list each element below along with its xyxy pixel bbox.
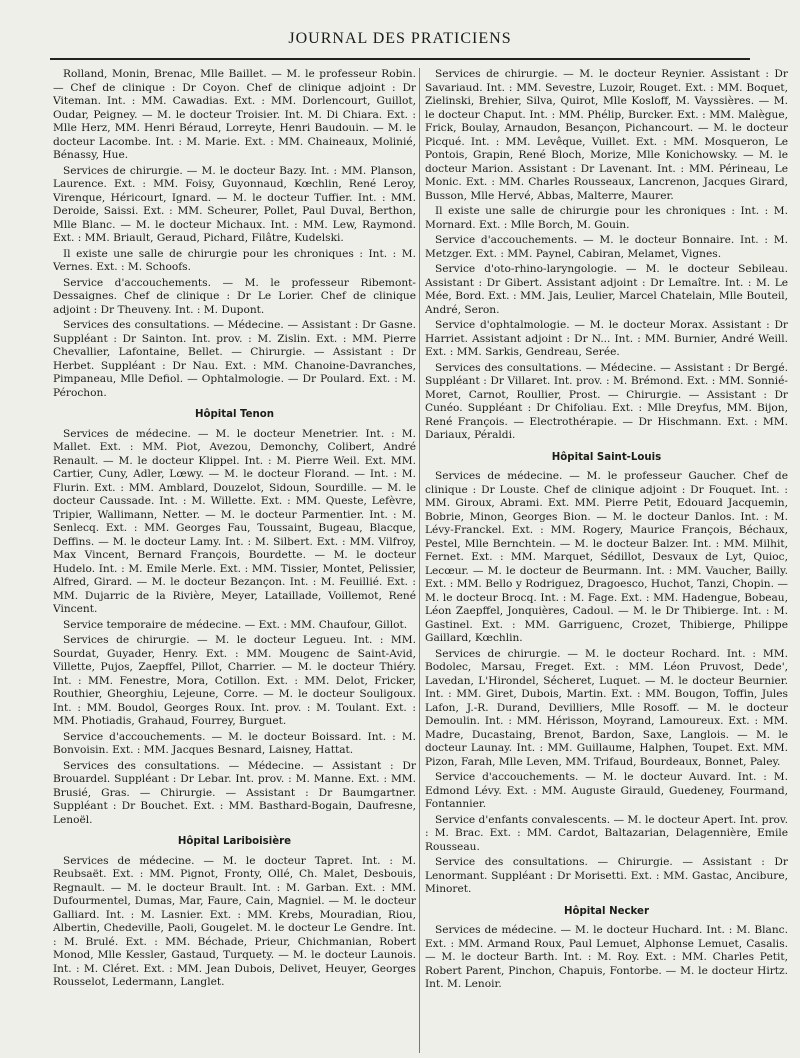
service-paragraph: Service d'accouchements. — M. le docteur Auvard. Int. : M. Edmond Lévy. Ext. : MM. Auguste Girauld, Guedeney, Fourmand, Fontannier. [425,771,788,810]
service-paragraph: Service d'oto-rhino-laryngologie. — M. le docteur Sebileau. Assistant : Dr Gibert. Assistant adjoint : Dr Lemaître. Int. : M. Le Mée, Bord. Ext. : MM. Jais, Leulier, Marcel Chatelain, Mlle Bouteil, André, Seron. [425,263,788,316]
service-paragraph: Services des consultations. — Médecine. — Assistant : Dr Bergé. Suppléant : Dr Villaret. Int. prov. : M. Brémond. Ext. : MM. Sonnié-Moret, Carnot, Roullier, Prost. — Chirurgie. — Assistant : Dr Cunéo. Suppléant : Dr Chifoliau. Ext. : Mlle Dreyfus, MM. Bijon, René François. — Electrothérapie. — Dr Hischmann. Ext. : MM. Dariaux, Péraldi. [425,361,788,441]
service-paragraph: Services de chirurgie. — M. le docteur Legueu. Int. : MM. Sourdat, Guyader, Henry. Ext. : MM. Mougenc de Saint-Avid, Villette, Pujos, Zaepffel, Pillot, Charrier. — M. le docteur Thiéry. Int. : MM. Fenestre, Mora, Cotillon. Ext. : MM. Delot, Fricker, Routhier, Gheorghiu, Lejeune, Corre. — M. le docteur Souligoux. Int. : MM. Boudol, Georges Roux. Int. prov. : M. Toulant. Ext. : MM. Photiadis, Grahaud, Fourrey, Burguet. [53,634,416,727]
service-paragraph: Services de chirurgie. — M. le docteur Bazy. Int. : MM. Planson, Laurence. Ext. : MM. Foisy, Guyonnaud, Kœchlin, René Leroy, Virenque, Héricourt, Ignard. — M. le docteur Tuffier. Int. : MM. Deroide, Saissi. Ext. : MM. Scheurer, Pollet, Paul Duval, Berthon, Mlle Blanc. — M. le docteur Michaux. Int. : MM. Lew, Raymond. Ext. : MM. Briault, Geraud, Pichard, Filâtre, Kudelski. [53,164,416,244]
service-paragraph: Service d'accouchements. — M. le professeur Ribemont-Dessaignes. Chef de clinique : Dr Le Lorier. Chef de clinique adjoint : Dr Theuveny. Int. : M. Dupont. [53,276,416,316]
service-paragraph: Il existe une salle de chirurgie pour les chroniques : Int. : M. Vernes. Ext. : M. Schoofs. [53,247,416,273]
service-paragraph: Services des consultations. — Médecine. — Assistant : Dr Brouardel. Suppléant : Dr Lebar. Int. prov. : M. Manne. Ext. : MM. Brusié, Gras. — Chirurgie. — Assistant : Dr Baumgartner. Suppléant : Dr Bouchet. Ext. : MM. Basthard-Bogain, Daufresne, Lenoël. [53,759,416,826]
service-paragraph: Services de médecine. — M. le professeur Gaucher. Chef de clinique : Dr Louste. Chef de clinique adjoint : Dr Fouquet. Int. : MM. Giroux, Abrami. Ext. MM. Pierre Petit, Edouard Jacquemin, Bobrie, Minon, Georges Bion. — M. le docteur Danlos. Int. : M. Lévy-Franckel. Ext. : MM. Rogery, Maurice François, Béchaux, Pestel, Mlle Bernchtein. — M. le docteur Balzer. Int. : MM. Milhit, Fernet. Ext. : MM. Marquet, Sédillot, Desvaux de Lyt, Quioc, Lecœur. — M. le docteur de Beurmann. Int. : MM. Vaucher, Bailly. Ext. : MM. Bello y Rodriguez, Dragoesco, Huchot, Tanzi, Chopin. — M. le docteur Brocq. Int. : M. Fage. Ext. : MM. Hadengue, Bobeau, Léon Zaepffel, Jonquières, Cadoul. — M. le Dr Thibierge. Int. : M. Gastinel. Ext. : MM. Garriguenc, Crozet, Thibierge, Philippe Gaillard, Kœchlin. [425,470,788,644]
journal-header-title: JOURNAL DES PRATICIENS [288,30,512,47]
header-rule [50,58,750,60]
service-paragraph: Rolland, Monin, Brenac, Mlle Baillet. — M. le professeur Robin. — Chef de clinique : Dr Coyon. Chef de clinique adjoint : Dr Viteman. Int. : MM. Cawadias. Ext. : MM. Dorlencourt, Guillot, Oudar, Peigney. — M. le docteur Troisier. Int. M. Di Chiara. Ext. : Mlle Herz, MM. Henri Béraud, Lorreyte, Henri Baudouin. — M. le docteur Lacombe. Int. : M. Marie. Ext. : MM. Chaineaux, Molinié, Bénassy, Hue. [53,68,416,161]
service-paragraph: Services de médecine. — M. le docteur Tapret. Int. : M. Reubsaët. Ext. : MM. Pignot, Fronty, Ollé, Ch. Malet, Desbouis, Regnault. — M. le docteur Brault. Int. : M. Garban. Ext. : MM. Dufourmentel, Dumas, Mar, Faure, Cain, Magniel. — M. le docteur Galliard. Int. : M. Lasnier. Ext. : MM. Krebs, Mouradian, Riou, Albertin, Chedeville, Paoli, Gougelet. M. le docteur Le Gendre. Int. : M. Brulé. Ext. : MM. Béchade, Prieur, Chichmanian, Robert Monod, Mlle Kessler, Gastaud, Turquety. — M. le docteur Launois. Int. : M. Cléret. Ext. : MM. Jean Dubois, Delivet, Heuyer, Georges Rousselot, Ledermann, Langlet. [53,854,416,988]
service-paragraph: Services de médecine. — M. le docteur Huchard. Int. : M. Blanc. Ext. : MM. Armand Roux, Paul Lemuet, Alphonse Lemuet, Casalis. — M. le docteur Barth. Int. : M. Roy. Ext. : MM. Charles Petit, Robert Parent, Pinchon, Chapuis, Fontorbe. — M. le docteur Hirtz. Int. M. Lenoir. [425,924,788,990]
service-paragraph: Service d'accouchements. — M. le docteur Bonnaire. Int. : M. Metzger. Ext. : MM. Paynel, Cabiran, Melamet, Vignes. [425,234,788,260]
column-divider [419,68,420,1053]
service-paragraph: Il existe une salle de chirurgie pour les chroniques : Int. : M. Mornard. Ext. : Mlle Borch, M. Gouin. [425,205,788,231]
hospital-heading: Hôpital Lariboisière [177,836,292,847]
service-paragraph: Services de chirurgie. — M. le docteur Rochard. Int. : MM. Bodolec, Marsau, Freget. Ext. : MM. Léon Pruvost, Dede', Lavedan, L'Hirondel, Sécheret, Luquet. — M. le docteur Beurnier. Int. : MM. Giret, Dubois, Martin. Ext. : MM. Bougon, Toffin, Jules Lafon, J.-R. Durand, Devilliers, Mlle Rosoff. — M. le docteur Demoulin. Int. : MM. Hérisson, Moyrand, Lamoureux. Ext. : MM. Madre, Ducastaing, Brenot, Bardon, Saxe, Langlois. — M. le docteur Launay. Int. : MM. Guillaume, Halphen, Toupet. Ext. MM. Pizon, Farah, Mlle Leven, MM. Trifaud, Bourdeaux, Bonnet, Paley. [425,647,788,768]
hospital-heading: Hôpital Tenon [194,409,275,420]
service-paragraph: Services de chirurgie. — M. le docteur Reynier. Assistant : Dr Savariaud. Int. : MM. Sevestre, Luzoir, Rouget. Ext. : MM. Boquet, Zielinski, Brehier, Silva, Quirot, Mlle Kosloff, M. Vayssières. — M. le docteur Chaput. Int. : MM. Phélip, Burcker. Ext. : MM. Malègue, Frick, Boulay, Arnaudon, Besançon, Pichancourt. — M. le docteur Picqué. Int. : MM. Levêque, Vuillet. Ext. : MM. Mosqueron, Le Pontois, Grapin, René Bloch, Morize, Mlle Konichowsky. — M. le docteur Marion. Assistant : Dr Lavenant. Int. : MM. Périneau, Le Monic. Ext. : MM. Charles Rousseaux, Lancrenon, Jacques Girard, Busson, Mlle Hervé, Abbas, Malterre, Maurer. [425,68,788,202]
service-paragraph: Service d'ophtalmologie. — M. le docteur Morax. Assistant : Dr Harriet. Assistant adjoint : Dr N... Int. : MM. Burnier, André Weill. Ext. : MM. Sarkis, Gendreau, Serée. [425,319,788,358]
left-column [53,68,416,1053]
hospital-heading: Hôpital Saint-Louis [551,451,662,463]
service-paragraph: Service d'enfants convalescents. — M. le docteur Apert. Int. prov. : M. Brac. Ext. : MM. Cardot, Baltazarian, Delagennière, Emile Rousseau. [425,813,788,853]
service-paragraph: Services des consultations. — Médecine. — Assistant : Dr Gasne. Suppléant : Dr Sainton. Int. prov. : M. Zislin. Ext. : MM. Pierre Chevallier, Lafontaine, Bellet. — Chirurgie. — Assistant : Dr Herbet. Suppléant : Dr Nau. Ext. : MM. Chanoine-Davranches, Pimpaneau, Mlle Defiol. — Ophtalmologie. — Dr Poulard. Ext. : M. Pérochon. [53,319,416,399]
service-paragraph: Service des consultations. — Chirurgie. — Assistant : Dr Lenormant. Suppléant : Dr Morisetti. Ext. : MM. Gastac, Ancibure, Minoret. [425,856,788,895]
service-paragraph: Service d'accouchements. — M. le docteur Boissard. Int. : M. Bonvoisin. Ext. : MM. Jacques Besnard, Laisney, Hattat. [53,730,416,756]
hospital-heading: Hôpital Necker [563,905,649,917]
service-paragraph: Services de médecine. — M. le docteur Menetrier. Int. : M. Mallet. Ext. : MM. Piot, Avezou, Demonchy, Colibert, André Renault. — M. le docteur Klippel. Int. : M. Pierre Weil. Ext. MM. Cartier, Cuny, Adler, Lœwy. — M. le docteur Florand. — Int. : M. Flurin. Ext. : MM. Amblard, Douzelot, Sidoun, Sourdille. — M. le docteur Caussade. Int. : M. Willette. Ext. : MM. Queste, Lefèvre, Tripier, Wallimann, Netter. — M. le docteur Parmentier. Int. : M. Senlecq. Ext. : MM. Georges Fau, Toussaint, Bugeau, Blacque, Deffins. — M. le docteur Lamy. Int. : M. Silbert. Ext. : MM. Vilfroy, Max Vincent, Bernard François, Bourdette. — M. le docteur Hudelo. Int. : M. Emile Merle. Ext. : MM. Tissier, Montet, Pelissier, Alfred, Girard. — M. le docteur Bezançon. Int. : M. Feuillié. Ext. : MM. Dujarric de la Rivière, Meyer, Lataillade, Voillemot, René Vincent. [53,427,416,615]
service-paragraph: Service temporaire de médecine. — Ext. : MM. Chaufour, Gillot. [63,618,408,631]
right-column [425,68,788,1053]
